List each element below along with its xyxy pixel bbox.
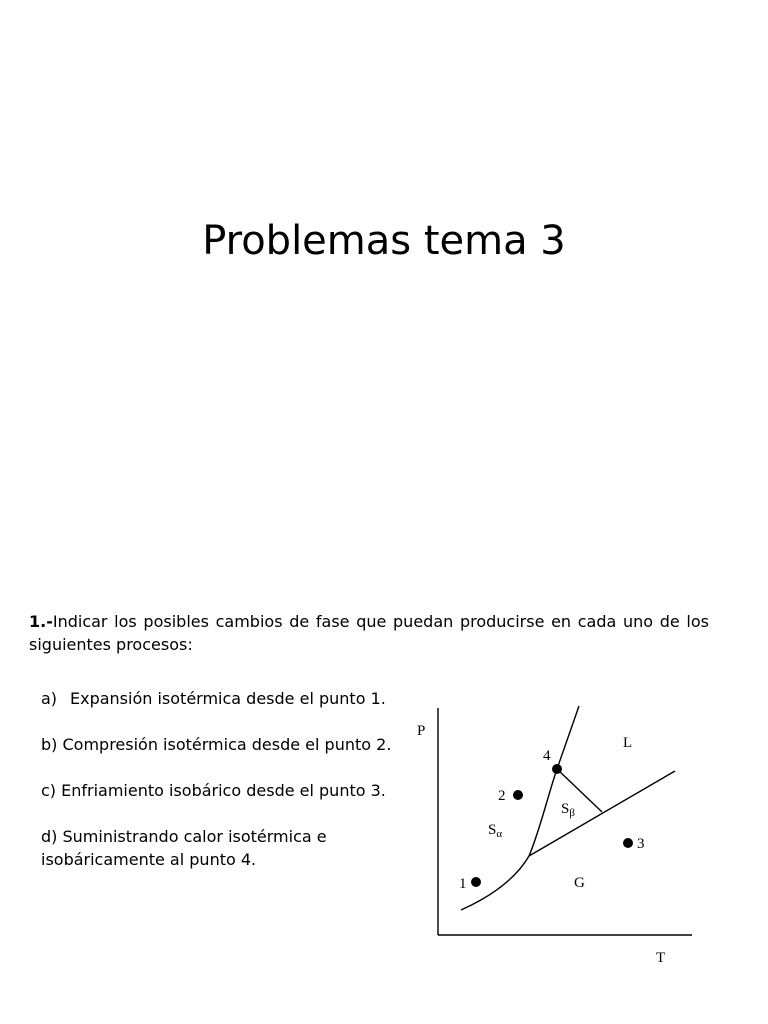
solid-beta-sub: β (569, 807, 575, 819)
solid-alpha-sub: α (496, 828, 503, 840)
point-3-label: 3 (637, 836, 645, 852)
item-b: b) Compresión isotérmica desde el punto 2. (41, 735, 392, 754)
region-solid-alpha-label (488, 822, 502, 840)
item-c: c) Enfriamiento isobárico desde el punto 3. (41, 781, 386, 800)
problem-text: Indicar los posibles cambios de fase que puedan producirse en cada uno de los siguientes procesos: (29, 612, 709, 654)
point-1-label: 1 (459, 876, 467, 892)
region-liquid-label: L (623, 735, 633, 751)
page-title: Problemas tema 3 (202, 218, 566, 264)
beta-gas-liquid-curve (529, 771, 675, 856)
point-2-marker (513, 790, 523, 800)
point-1-marker (471, 877, 481, 887)
axis-x-label: T (656, 950, 666, 966)
solid-alpha-s: S (488, 822, 497, 838)
item-a-letter: a) (41, 689, 58, 708)
item-a-text: Expansión isotérmica desde el punto 1. (70, 689, 386, 708)
region-gas-label: G (574, 875, 585, 891)
problem-number: 1.- (29, 612, 53, 631)
point-3-marker (623, 838, 633, 848)
solid-beta-s: S (561, 801, 570, 817)
region-solid-beta-label (561, 801, 575, 819)
alpha-liquid-curve (557, 706, 579, 769)
point-2-label: 2 (498, 788, 506, 804)
point-4-marker (552, 764, 562, 774)
axis-y-label: P (417, 723, 426, 739)
item-d: d) Suministrando calor isotérmica e isobáricamente al punto 4. (41, 827, 327, 869)
point-4-label: 4 (543, 748, 551, 764)
